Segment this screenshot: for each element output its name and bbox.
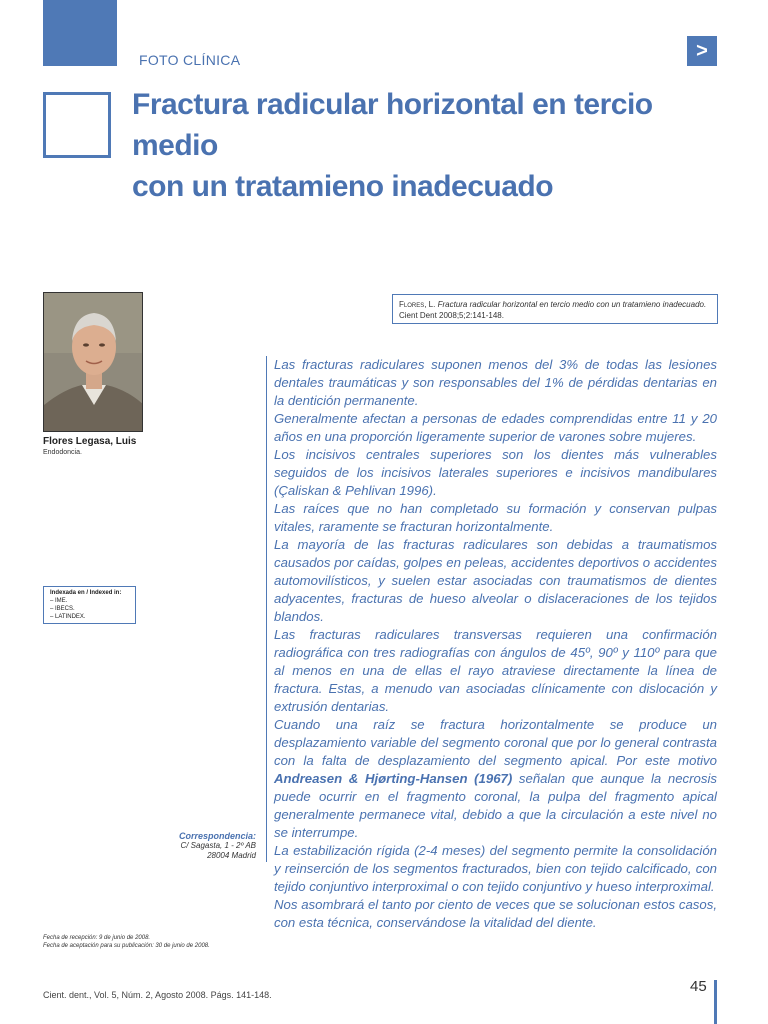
author-name: Flores Legasa, Luis bbox=[43, 436, 137, 447]
header-color-block bbox=[43, 0, 117, 66]
abstract-paragraph: Nos asombrará el tanto por ciento de veces que se solucionan estos casos, con esta técnica, conservándose la vitalidad del diente. bbox=[274, 897, 717, 930]
section-label: FOTO CLÍNICA bbox=[139, 52, 241, 68]
author-specialty: Endodoncia. bbox=[43, 449, 82, 456]
article-title bbox=[132, 84, 732, 207]
correspondence-block bbox=[160, 831, 256, 861]
author-portrait-image bbox=[44, 293, 143, 432]
accepted-date: Fecha de aceptación para su publicación: 30 de junio de 2008. bbox=[43, 943, 210, 949]
citation-source: Cient Dent 2008;5;2:141-148. bbox=[399, 311, 504, 320]
indexed-heading: Indexada en / Indexed in: bbox=[50, 590, 122, 596]
abstract-paragraph: Generalmente afectan a personas de edades comprendidas entre 11 y 20 años en una proporción ligeramente superior de varones sobre mujeres. bbox=[274, 411, 717, 444]
abstract-paragraph: Los incisivos centrales superiores son los dientes más vulnerables seguidos de los incisivos laterales superiores e incisivos mandibulares (Çaliskan & Pehlivan 1996). bbox=[274, 447, 717, 498]
abstract-paragraph: Las raíces que no han completado su formación y conservan pulpas vitales, raramente se fracturan horizontalmente. bbox=[274, 501, 717, 534]
title-line: con un tratamieno inadecuado bbox=[132, 170, 554, 203]
abstract-paragraph: La mayoría de las fracturas radiculares son debidas a traumatismos causados por caídas, golpes en peleas, accidentes deportivos o accidentes automovilísticos, y suelen estar asociadas con traumatismos de dientes adyacentes, fracturas de hueso alveolar o dislaceraciones de los tejidos blandos. bbox=[274, 537, 717, 624]
indexed-item: – IME. bbox=[50, 598, 68, 604]
reference-citation: Andreasen & Hjørting-Hansen (1967) bbox=[274, 771, 513, 786]
journal-footer: Cient. dent., Vol. 5, Núm. 2, Agosto 2008. Págs. 141-148. bbox=[43, 990, 272, 1000]
correspondence-address: C/ Sagasta, 1 - 2º AB bbox=[180, 841, 256, 850]
page-number: 45 bbox=[690, 978, 707, 995]
abstract-text-span: señalan que aunque la necrosis puede ocurrir en el fragmento coronal, la pulpa del fragmento apical generalmente permanece vital, debido a que la circulación a este nivel no se interrumpe. bbox=[274, 771, 717, 840]
correspondence-heading: Correspondencia: bbox=[178, 831, 256, 841]
abstract-paragraph: Las fracturas radiculares suponen menos del 3% de todas las lesiones dentales traumáticas y son responsables del 1% de pérdidas dentarias en la dentición permanente. bbox=[274, 357, 717, 408]
title-decoration-square bbox=[43, 92, 111, 158]
abstract-paragraph bbox=[274, 716, 717, 842]
author-photo bbox=[43, 292, 143, 432]
page-number-bar bbox=[714, 980, 717, 1024]
received-date: Fecha de recepción: 9 de junio de 2008. bbox=[43, 935, 151, 941]
citation-box bbox=[392, 294, 718, 324]
next-page-button[interactable]: > bbox=[687, 36, 717, 66]
abstract-text-span: Cuando una raíz se fractura horizontalmente se produce un desplazamiento variable del segmento coronal que por lo general contrasta con la falta de desplazamiento del segmento apical. Por este motivo bbox=[274, 717, 717, 768]
indexed-item: – IBECS. bbox=[50, 606, 75, 612]
indexed-in-box bbox=[43, 586, 136, 624]
citation-author: Flores, L. bbox=[399, 300, 436, 309]
abstract-divider bbox=[266, 356, 267, 862]
abstract-paragraph: Las fracturas radiculares transversas requieren una confirmación radiográfica con tres radiografías con ángulos de 45º, 90º y 110º para que al menos en una de ellas el rayo atraviese directamente la línea de fractura. Estas, a menudo van asociadas clínicamente con dislocación y extrusión dentarias. bbox=[274, 627, 717, 714]
correspondence-city: 28004 Madrid bbox=[207, 851, 256, 860]
abstract-paragraph: La estabilización rígida (2-4 meses) del segmento permite la consolidación y reinserción de los segmentos fracturados, bien con tejido calcificado, con tejido conjuntivo interproximal o con tejido conjuntivo y hueso interproximal. bbox=[274, 843, 717, 894]
title-line: Fractura radicular horizontal en tercio medio bbox=[132, 88, 653, 162]
citation-title: Fractura radicular horizontal en tercio medio con un tratamieno inadecuado. bbox=[437, 300, 707, 309]
indexed-item: – LATINDEX. bbox=[50, 614, 86, 620]
publication-dates bbox=[43, 934, 210, 950]
abstract-text bbox=[274, 356, 717, 932]
